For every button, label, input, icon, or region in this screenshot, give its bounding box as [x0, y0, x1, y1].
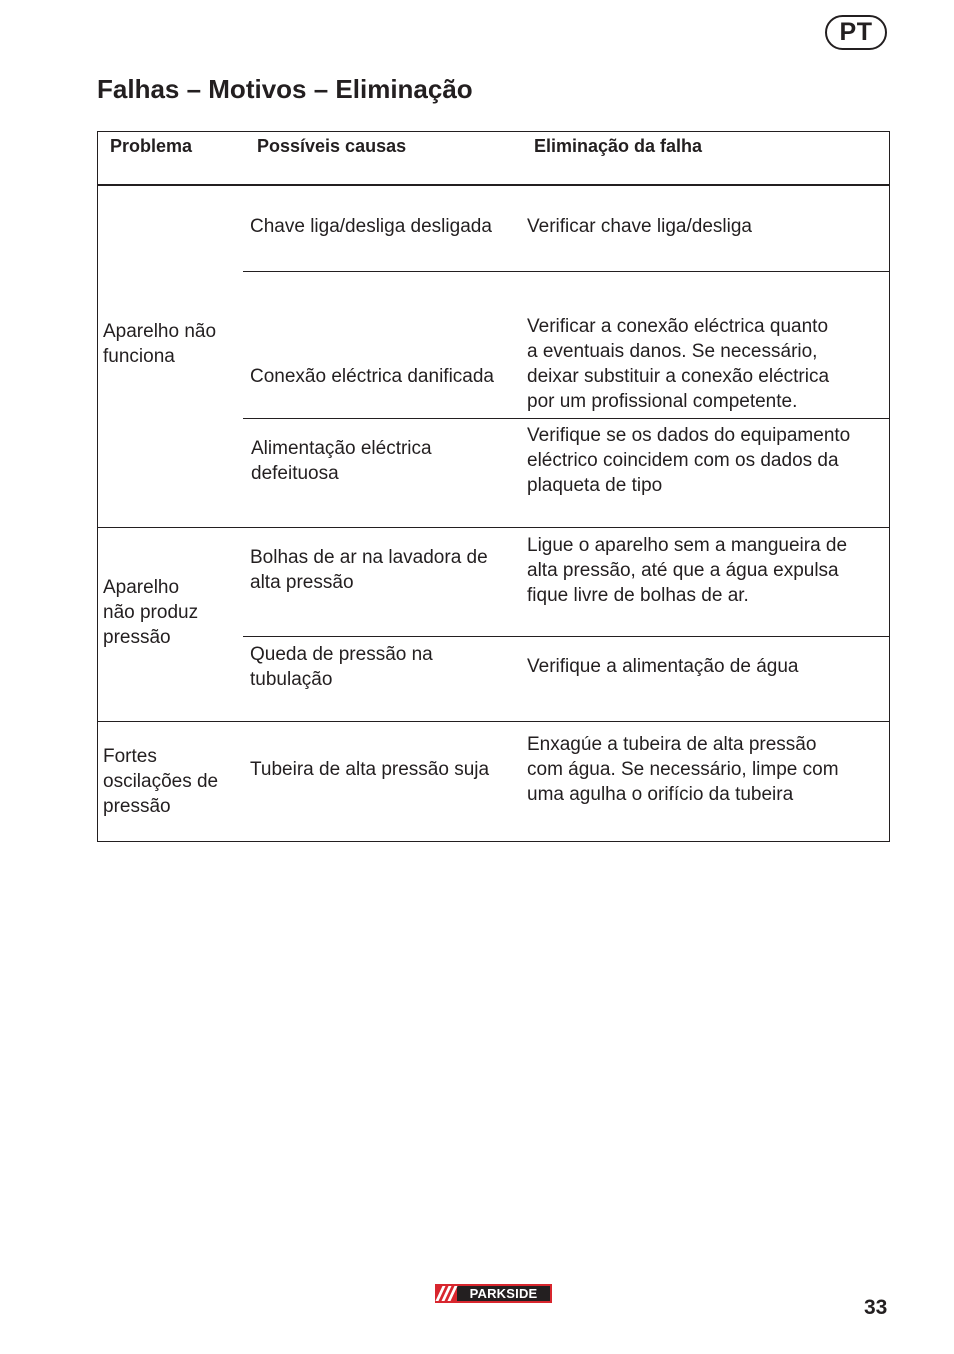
- group-divider: [98, 527, 889, 528]
- logo-wordmark: PARKSIDE: [457, 1286, 550, 1301]
- cause-cell: Queda de pressão na tubulação: [250, 644, 433, 690]
- page-title: Falhas – Motivos – Eliminação: [97, 74, 473, 104]
- row-divider: [243, 418, 889, 419]
- solution-cell: Verificar chave liga/desliga: [527, 216, 752, 237]
- troubleshooting-table: [97, 131, 890, 842]
- solution-cell: Verifique a alimentação de água: [527, 656, 799, 677]
- language-badge: PT: [825, 15, 887, 50]
- cause-cell: Bolhas de ar na lavadora de alta pressão: [250, 547, 488, 593]
- solution-cell: Enxagúe a tubeira de alta pressão com água. Se necessário, limpe com uma agulha o orifício da tubeira: [527, 734, 839, 805]
- problem-cell: Aparelho não funciona: [103, 321, 217, 367]
- row-divider: [243, 271, 889, 272]
- cause-cell: Tubeira de alta pressão suja: [250, 759, 490, 780]
- problem-cell: Aparelho não produz pressão: [103, 577, 199, 648]
- cause-cell: Alimentação eléctrica defeituosa: [251, 438, 432, 484]
- header-divider: [98, 184, 889, 186]
- solution-cell: Verificar a conexão eléctrica quanto a eventuais danos. Se necessário, deixar substituir a conexão eléctrica por um profissional competente.: [527, 316, 830, 412]
- logo-stripes-icon: [435, 1284, 457, 1303]
- column-header-solution: Eliminação da falha: [534, 136, 703, 156]
- problem-cell: Fortes oscilações de pressão: [103, 746, 219, 817]
- column-header-problem: Problema: [110, 136, 193, 156]
- solution-cell: Ligue o aparelho sem a mangueira de alta pressão, até que a água expulsa fique livre de bolhas de ar.: [527, 535, 848, 606]
- page-number: 33: [864, 1296, 888, 1319]
- row-divider: [243, 636, 889, 637]
- column-header-causes: Possíveis causas: [257, 136, 407, 156]
- cause-cell: Conexão eléctrica danificada: [250, 366, 494, 387]
- cause-cell: Chave liga/desliga desligada: [250, 216, 492, 237]
- parkside-logo: [435, 1284, 552, 1303]
- solution-cell: Verifique se os dados do equipamento eléctrico coincidem com os dados da plaqueta de tipo: [527, 425, 851, 496]
- group-divider: [98, 721, 889, 722]
